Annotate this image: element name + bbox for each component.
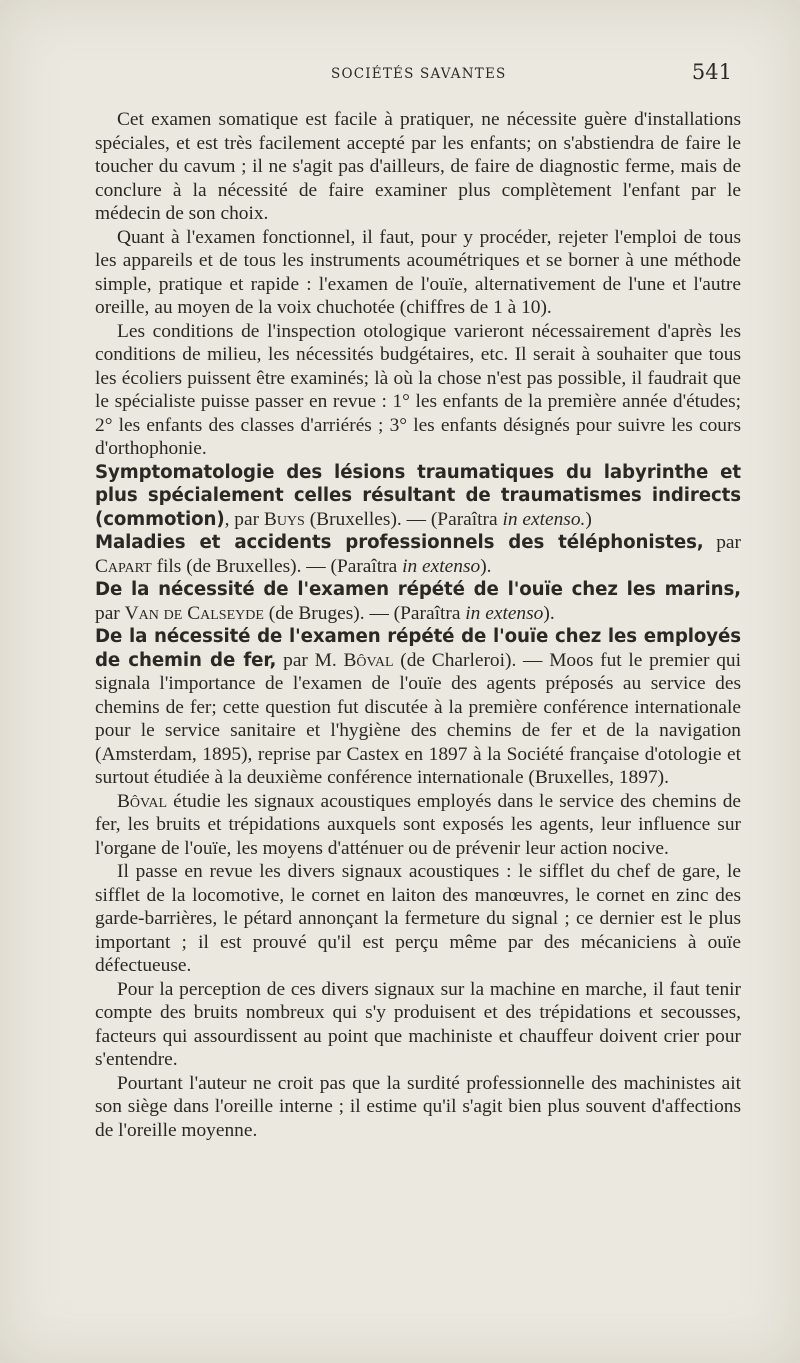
entry-affiliation: (Bruxelles). — (Paraîtra [304, 508, 503, 530]
page-number: 541 [691, 60, 732, 84]
entry-marins [95, 578, 741, 625]
entry-author: Buys [263, 508, 305, 530]
entry-par: par [95, 602, 125, 624]
entry-in-extenso: in extenso [465, 602, 544, 624]
entry-chemin-de-fer [95, 625, 741, 790]
running-head: SOCIÉTÉS SAVANTES [331, 66, 507, 82]
body-text [95, 108, 741, 1142]
entry-affiliation: (de Bruges). — (Paraîtra [263, 602, 466, 624]
entry-par: , par [224, 508, 264, 530]
entry-in-extenso: in extenso [402, 555, 481, 577]
entry-title: De la nécessité de l'examen répété de l'ouïe chez les employés de chemin de fer, [95, 626, 741, 671]
entry-affiliation: fils (de Bruxelles). — (Paraîtra [151, 555, 403, 577]
entry-author: Bôval [343, 649, 394, 671]
paragraph-functional-exam: Quant à l'examen fonctionnel, il faut, pour y procéder, rejeter l'emploi de tous les appareils et de tous les instruments acoumétriques et se borner à une méthode simple, pratique et rapide : l'examen de l'ouïe, alternativement de l'une et l'autre oreille, au moyen de la voix chuchotée (chiffres de 1 à 10). [95, 226, 741, 318]
entry-telephonistes [95, 531, 741, 578]
entry-body: (de Charleroi). — Moos fut le premier qui signala l'importance de l'examen de l'ouïe des agents préposés au service des chemins de fer; cette question fut discutée à la première conférence internationale pour le service sanitaire et l'hygiène des chemins de fer et de la navigation (Amsterdam, 1895), reprise par Castex en 1897 à la Société française d'otologie et surtout étudiée à la deuxième conférence internationale (Bruxelles, 1897). [95, 649, 741, 788]
entry-close: ). [480, 555, 492, 577]
entry-par: par [703, 532, 741, 553]
entry-title: De la nécessité de l'examen répété de l'ouïe chez les marins, [95, 579, 741, 600]
paragraph-signaux-text: étudie les signaux acoustiques employés dans le service des chemins de fer, les bruits et trépidations auxquels sont exposés les agents, leur influence sur l'organe de l'ouïe, les moyens d'atténuer ou de prévenir leur action nocive. [95, 790, 741, 859]
entry-in-extenso: in extenso. [502, 508, 586, 530]
entry-symptomatologie [95, 461, 741, 532]
paragraph-author: Bôval [117, 790, 168, 812]
paragraph-signaux [95, 790, 741, 861]
entry-title: Symptomatologie des lésions traumatiques du labyrinthe et plus spécialement celles résultant de traumatismes indirects (commotion) [95, 461, 741, 530]
paragraph-revue-signaux: Il passe en revue les divers signaux acoustiques : le sifflet du chef de gare, le sifflet de la locomotive, le cornet en laiton des manœuvres, le cornet en zinc des garde-barrières, le pétard annonçant la fermeture du signal ; ce dernier est le plus important ; il est prouvé qu'il est perçu même par des mécaniciens à ouïe défectueuse. [95, 861, 741, 976]
page-header [95, 62, 740, 92]
paragraph-somatic-exam: Cet examen somatique est facile à pratiquer, ne nécessite guère d'installations spéciales, et est très facilement accepté par les enfants; on s'abstiendra de faire le toucher du cavum ; il ne s'agit pas d'ailleurs, de faire de diagnostic ferme, mais de conclure à la nécessité de faire examiner plus complètement l'enfant par le médecin de son choix. [95, 109, 741, 224]
entry-par: par M. [276, 649, 344, 671]
paragraph-perception: Pour la perception de ces divers signaux sur la machine en marche, il faut tenir compte des bruits nombreux qui s'y produisent et des trépidations et secousses, facteurs qui assourdissent au point que machiniste et chauffeur doivent crier pour s'entendre. [95, 978, 741, 1070]
paragraph-conclusion: Pourtant l'auteur ne croit pas que la surdité professionnelle des machinistes ait son siège dans l'oreille interne ; il estime qu'il s'agit bien plus souvent d'affections de l'oreille moyenne. [95, 1072, 741, 1141]
entry-close: ) [585, 508, 592, 530]
entry-title: Maladies et accidents professionnels des téléphonistes, [95, 532, 704, 553]
entry-author: Van de Calseyde [124, 602, 264, 624]
paragraph-inspection-conditions: Les conditions de l'inspection otologique varieront nécessairement d'après les conditions de milieu, les nécessités budgétaires, etc. Il serait à souhaiter que tous les écoliers puissent être examinés; là où la chose n'est pas possible, il faudrait que le spécialiste puisse passer en revue : 1° les enfants de la première année d'études; 2° les enfants des classes d'arriérés ; 3° les enfants désignés pour suivre les cours d'orthophonie. [95, 320, 741, 459]
entry-author: Capart [95, 555, 152, 577]
entry-close: ). [543, 602, 555, 624]
